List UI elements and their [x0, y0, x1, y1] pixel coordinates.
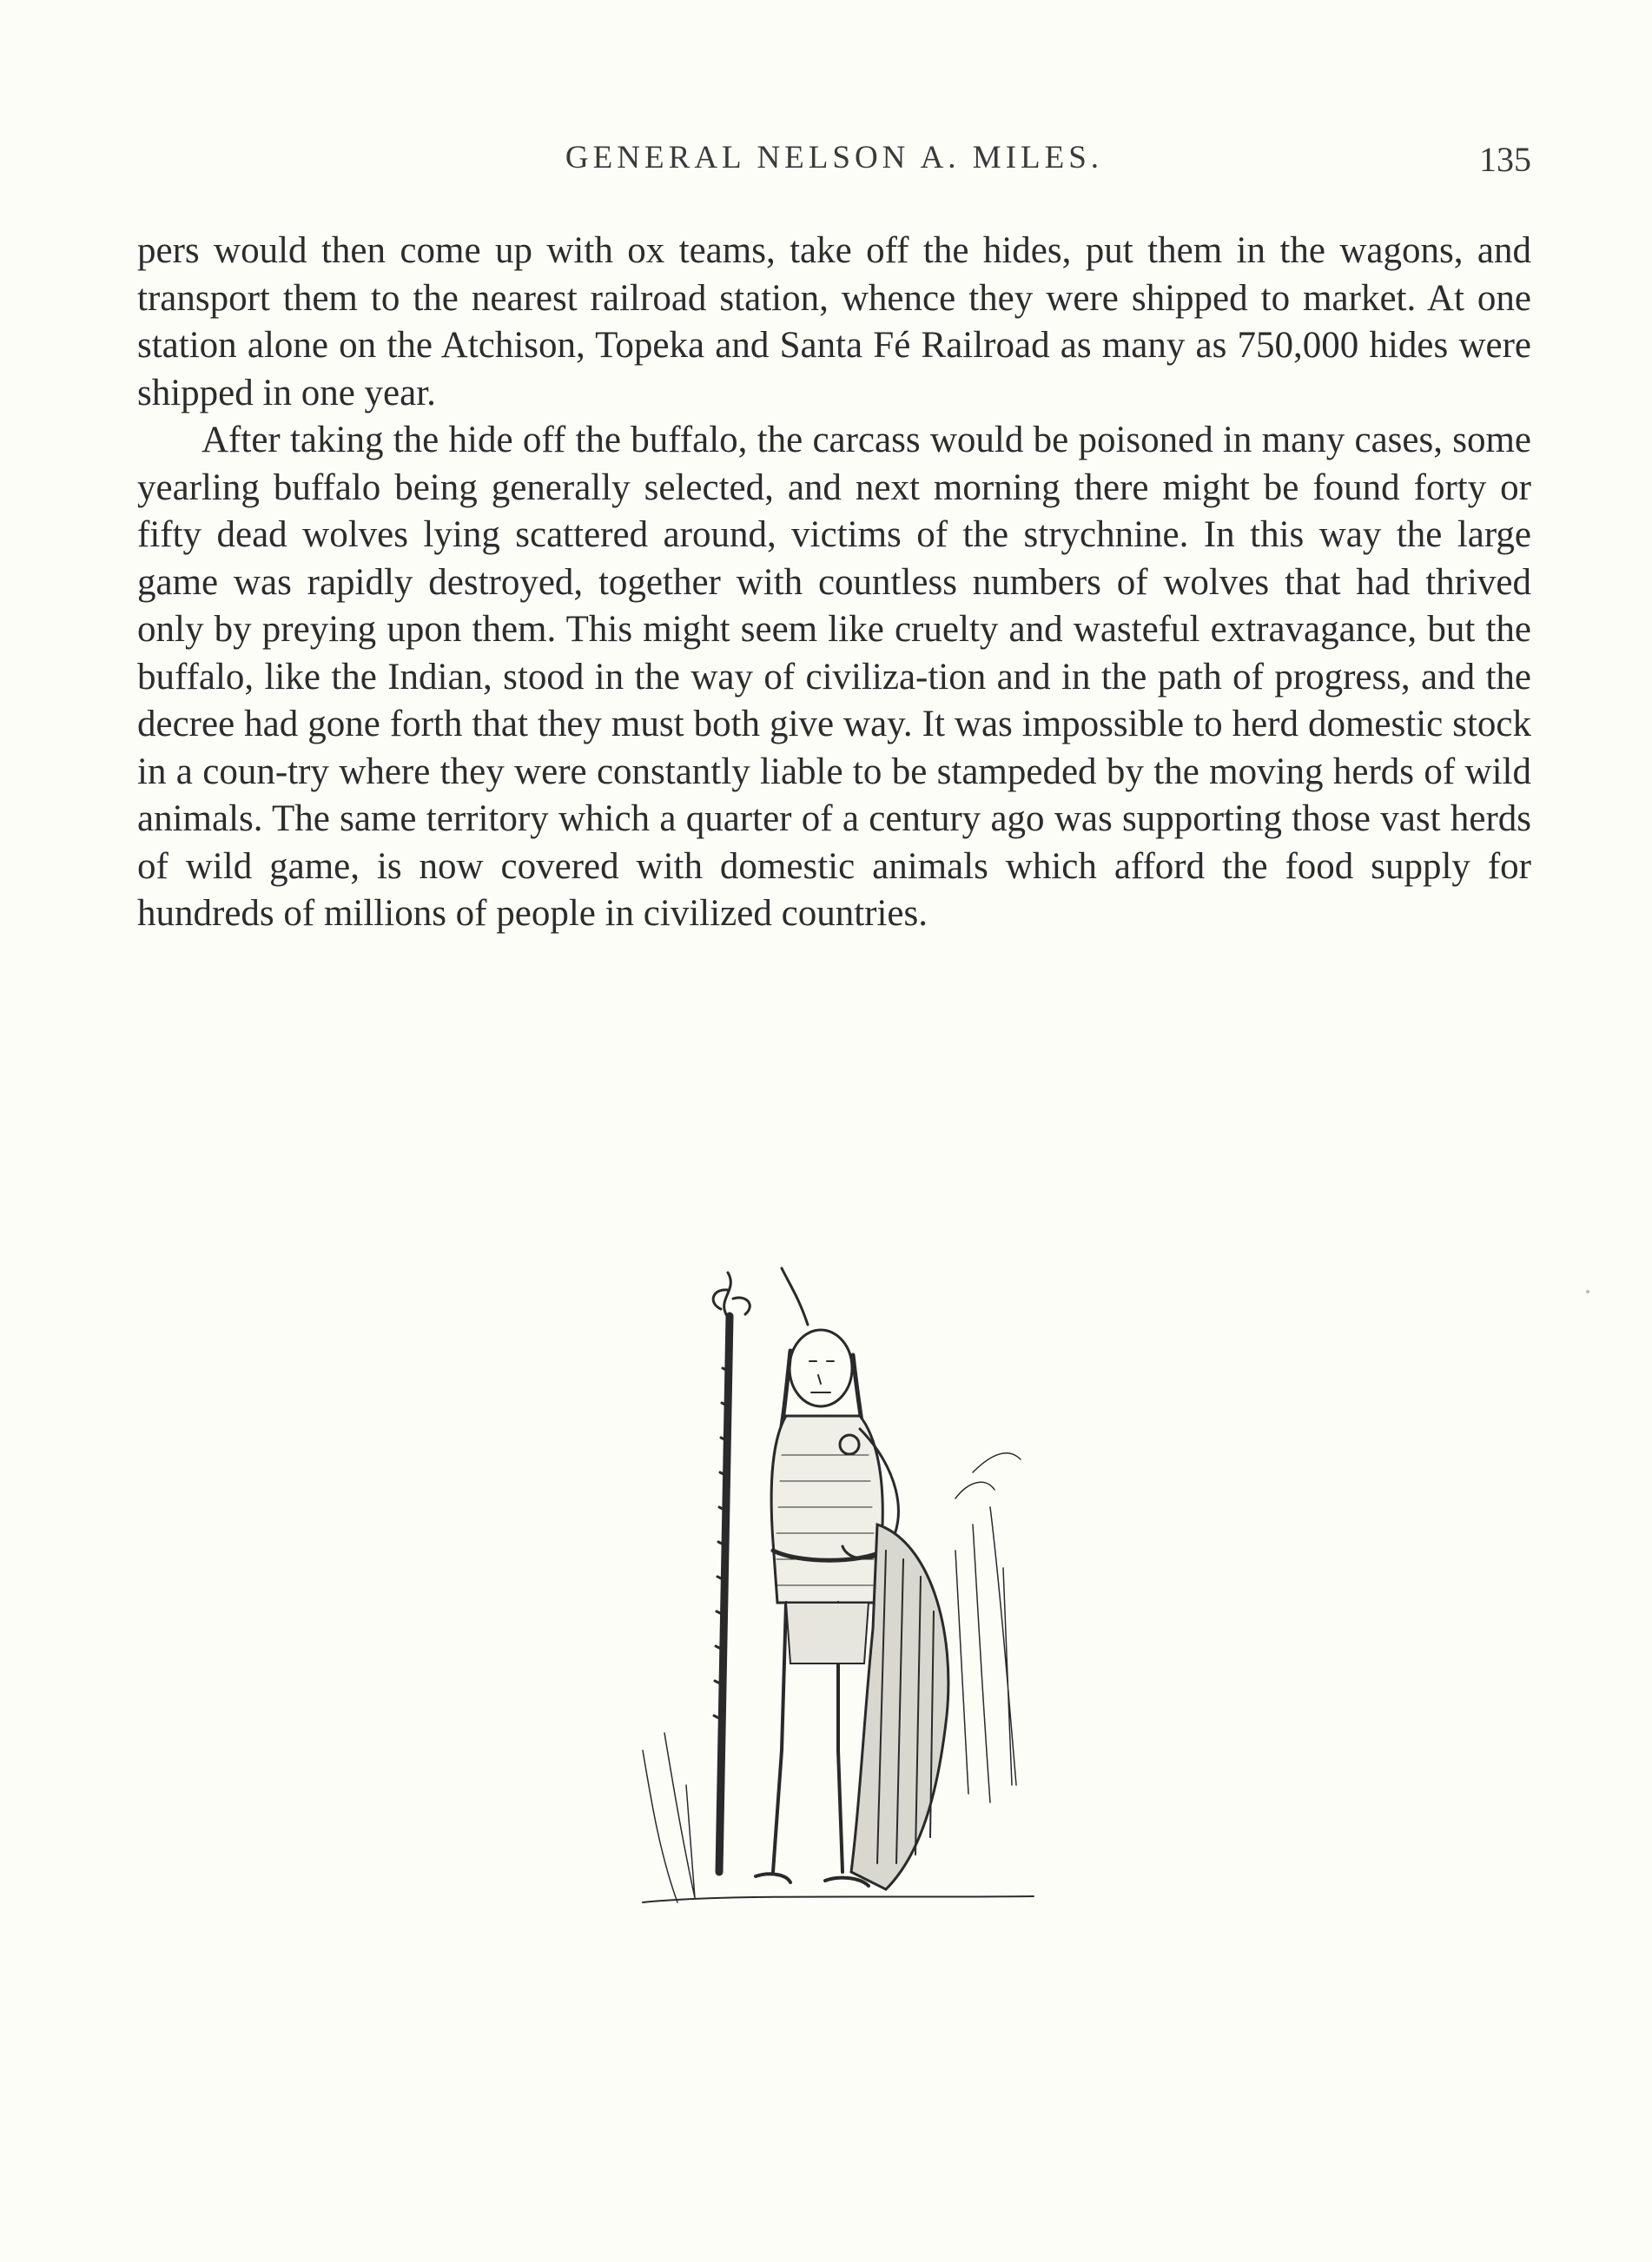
body-text [137, 228, 1531, 938]
paragraph-1: pers would then come up with ox teams, take off the hides, put them in the wagons, and transport them to the nearest railroad station, whence they were shipped to market. At one station alone on the Atchison, Topeka and Santa Fé Railroad as many as 750,000 hides were shipped in one year. [137, 230, 1531, 413]
engraving-illustration [625, 1264, 1042, 1924]
page-number: 135 [1479, 140, 1531, 179]
running-title: GENERAL NELSON A. MILES. [565, 140, 1104, 175]
paper-speck [1586, 1290, 1589, 1293]
running-head [137, 139, 1531, 191]
paragraph-2: After taking the hide off the buffalo, the carcass would be poisoned in many cases, some yearling buffalo being generally selected, and next morning there might be found forty or fifty dead wolves lying scattered around, victims of the strychnine. In this way the large game was rapidly destroyed, together with countless numbers of wolves that had thrived only by preying upon them. This might seem like cruelty and wasteful extravagance, but the buffalo, like the Indian, stood in the way of civiliza-tion and in the path of progress, and the decree had gone forth that they must both give way. It was impossible to herd domestic stock in a coun-try where they were constantly liable to be stampeded by the moving herds of wild animals. The same territory which a quarter of a century ago was supporting those vast herds of wild game, is now covered with domestic animals which afford the food supply for hundreds of millions of people in civilized countries. [137, 420, 1531, 934]
standing-figure-engraving-icon [625, 1264, 1042, 1924]
